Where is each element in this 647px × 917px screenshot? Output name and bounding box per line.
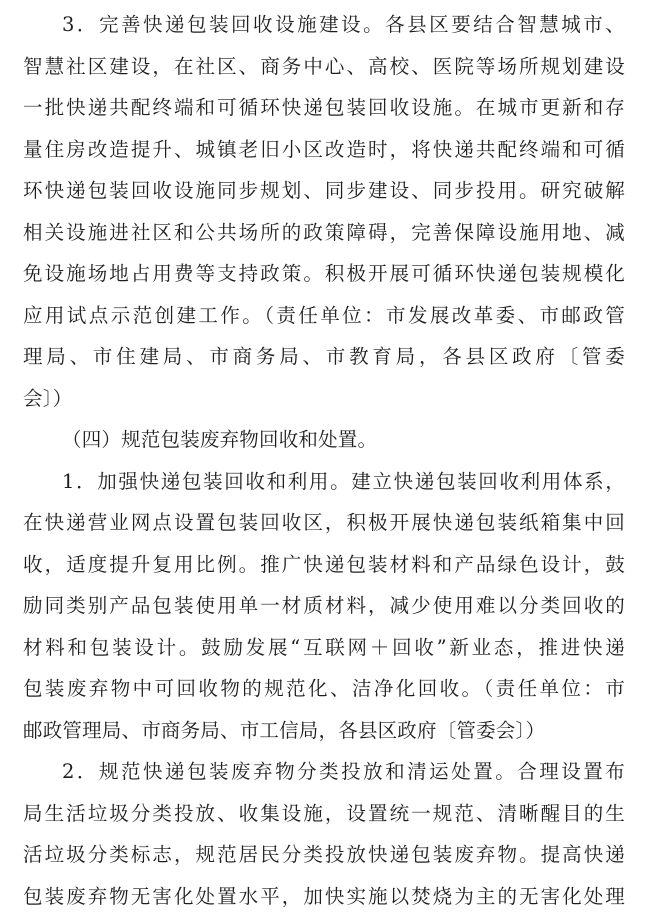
paragraph-2-line-2: 局生活垃圾分类投放、收集设施，设置统一规范、清晰醒目的生	[23, 793, 625, 835]
paragraph-1-line-6: 包装废弃物中可回收物的规范化、洁净化回收。（责任单位：市	[23, 668, 625, 710]
paragraph-1-line-7: 邮政管理局、市商务局、市工信局，各县区政府〔管委会〕）	[23, 710, 625, 752]
paragraph-2-line-1: 2．规范快递包装废弃物分类投放和清运处置。合理设置布	[23, 751, 625, 793]
paragraph-1-line-4: 励同类别产品包装使用单一材质材料，减少使用难以分类回收的	[23, 585, 625, 627]
paragraph-1-line-2: 在快递营业网点设置包装回收区，积极开展快递包装纸箱集中回	[23, 502, 625, 544]
paragraph-1-line-3: 收，适度提升复用比例。推广快递包装材料和产品绿色设计，鼓	[23, 544, 625, 586]
paragraph-3-line-8: 应用试点示范创建工作。（责任单位：市发展改革委、市邮政管	[23, 295, 625, 337]
paragraph-3-line-10: 会〕）	[23, 378, 625, 420]
paragraph-3-line-6: 相关设施进社区和公共场所的政策障碍，完善保障设施用地、减	[23, 212, 625, 254]
paragraph-3-line-9: 理局、市住建局、市商务局、市教育局，各县区政府〔管委	[23, 336, 625, 378]
paragraph-2-line-3: 活垃圾分类标志，规范居民分类投放快递包装废弃物。提高快递	[23, 834, 625, 876]
paragraph-3-line-5: 环快递包装回收设施同步规划、同步建设、同步投用。研究破解	[23, 170, 625, 212]
paragraph-3-line-1: 3．完善快递包装回收设施建设。各县区要结合智慧城市、	[23, 4, 625, 46]
paragraph-1-line-5: 材料和包装设计。鼓励发展“互联网＋回收”新业态，推进快递	[23, 627, 625, 669]
paragraph-3-line-4: 量住房改造提升、城镇老旧小区改造时，将快递共配终端和可循	[23, 129, 625, 171]
section-heading-4: （四）规范包装废弃物回收和处置。	[23, 419, 625, 461]
paragraph-2-line-4: 包装废弃物无害化处置水平，加快实施以焚烧为主的无害化处理	[23, 876, 625, 917]
paragraph-1-line-1: 1．加强快递包装回收和利用。建立快递包装回收利用体系，	[23, 461, 625, 503]
paragraph-3-line-3: 一批快递共配终端和可循环快递包装回收设施。在城市更新和存	[23, 87, 625, 129]
paragraph-3-line-7: 免设施场地占用费等支持政策。积极开展可循环快递包装规模化	[23, 253, 625, 295]
paragraph-3-line-2: 智慧社区建设，在社区、商务中心、高校、医院等场所规划建设	[23, 46, 625, 88]
